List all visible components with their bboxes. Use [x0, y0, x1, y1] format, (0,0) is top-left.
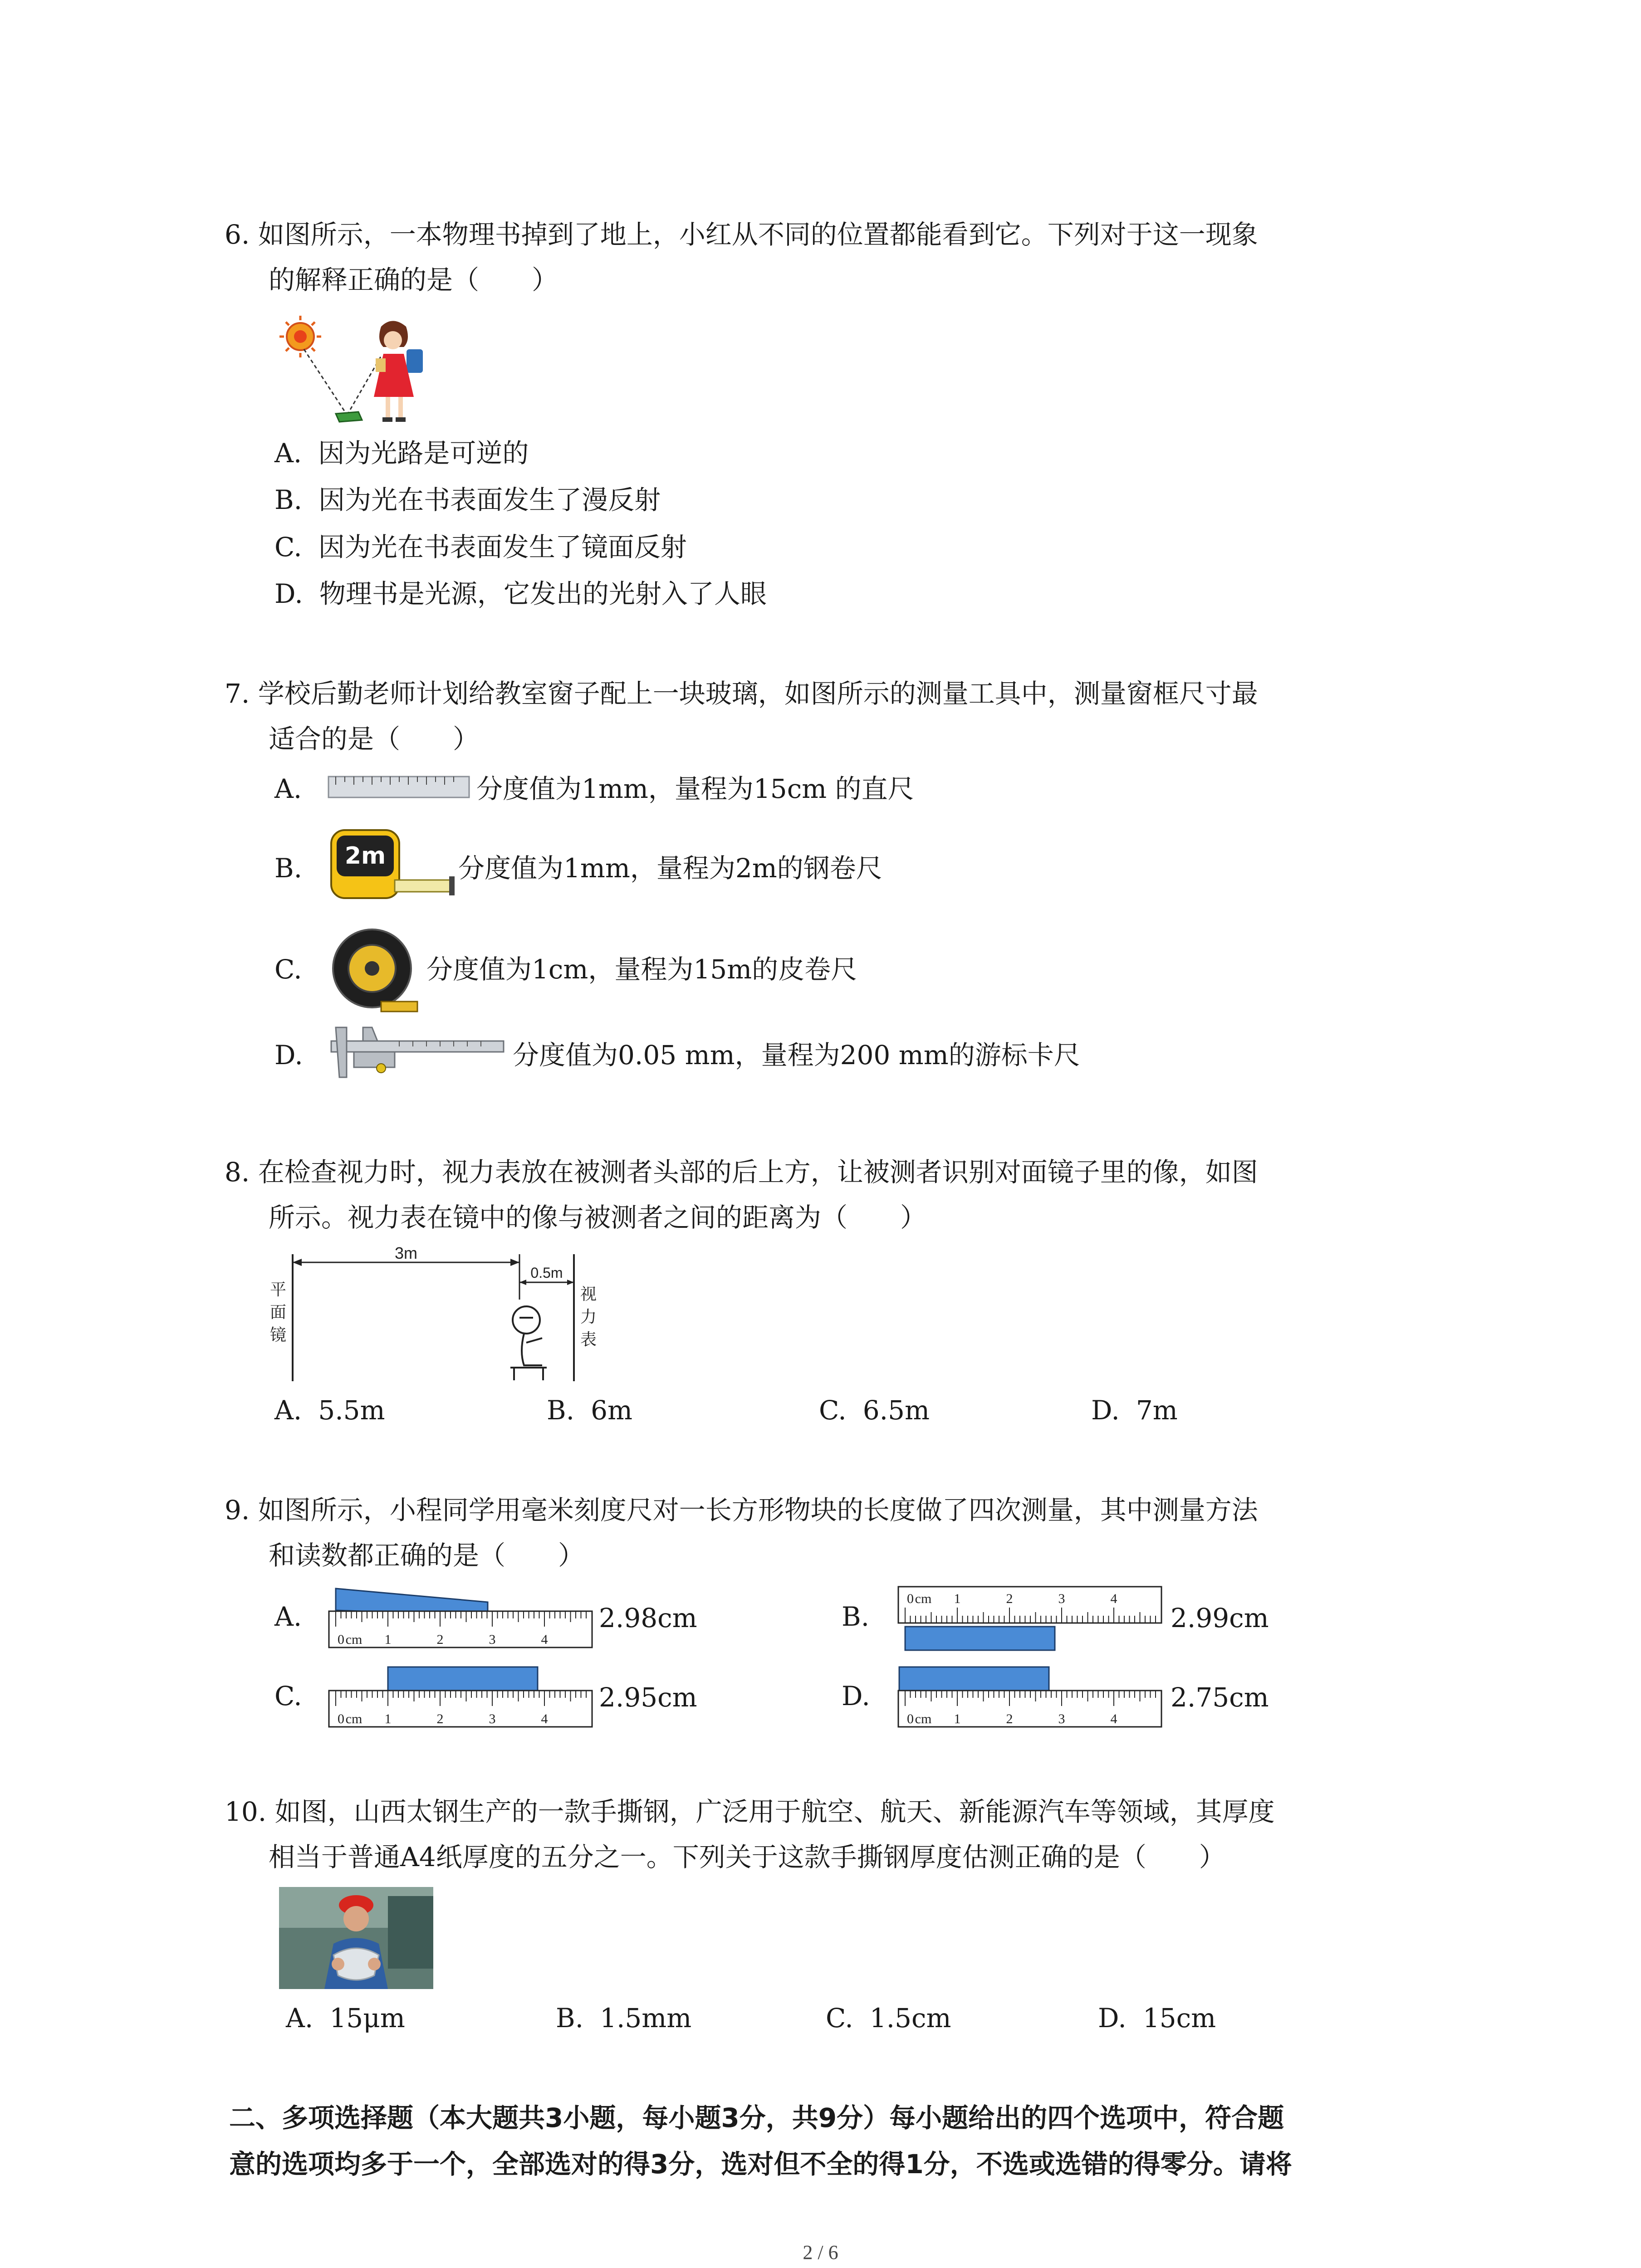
dist-small-label: 0.5m — [530, 1265, 563, 1281]
q9-ruler-b — [894, 1583, 1171, 1660]
ruler-tick-label: cm — [345, 1711, 362, 1726]
svg-text:力: 力 — [580, 1308, 597, 1326]
dist-total-label: 3m — [394, 1245, 418, 1262]
q8-option-d[interactable]: D. 7m — [1091, 1395, 1178, 1426]
q7-stem-line1: 7. 学校后勤老师计划给教室窗子配上一块玻璃，如图所示的测量工具中，测量窗框尺寸最 — [225, 678, 1258, 709]
q9-ruler-c — [324, 1662, 601, 1740]
ruler-tick-label: 4 — [1110, 1711, 1117, 1726]
q6-stem-line1: 6. 如图所示，一本物理书掉到了地上，小红从不同的位置都能看到它。下列对于这一现象 — [225, 219, 1258, 250]
q6-stem-line2: 的解释正确的是（ ） — [269, 264, 558, 295]
q7-option-b-text[interactable]: 分度值为1mm，量程为2m的钢卷尺 — [458, 853, 882, 884]
q8-option-a[interactable]: A. 5.5m — [274, 1395, 385, 1426]
q8-stem-line1: 8. 在检查视力时，视力表放在被测者头部的后上方，让被测者识别对面镜子里的像，如图 — [225, 1157, 1258, 1188]
q6-figure — [272, 313, 445, 431]
ruler-tick-label: 0 — [338, 1632, 344, 1647]
q9-option-c-text[interactable]: 2.95cm — [599, 1682, 697, 1713]
ruler-tick-label: 4 — [541, 1632, 548, 1647]
q9-option-d-label[interactable]: D. — [842, 1681, 870, 1711]
q8-stem-line2: 所示。视力表在镜中的像与被测者之间的距离为（ ） — [269, 1202, 927, 1233]
seated-person-icon — [510, 1306, 547, 1380]
q7-option-c-text[interactable]: 分度值为1cm，量程为15m的皮卷尺 — [426, 954, 857, 985]
ruler-tick-label: 1 — [384, 1711, 392, 1726]
q9-ruler-a — [324, 1583, 601, 1660]
q8-figure — [265, 1245, 610, 1395]
q9-stem-line1: 9. 如图所示，小程同学用毫米刻度尺对一长方形物块的长度做了四次测量，其中测量方法 — [225, 1495, 1258, 1525]
block-d — [899, 1667, 1049, 1691]
q10-stem-line2: 相当于普通A4纸厚度的五分之一。下列关于这款手撕钢厚度估测正确的是（ ） — [269, 1842, 1225, 1872]
q9-option-c-label[interactable]: C. — [274, 1681, 302, 1711]
q7-stem-line2: 适合的是（ ） — [269, 723, 480, 754]
ruler-tick-label: 3 — [489, 1632, 496, 1647]
straight-ruler-icon — [327, 770, 472, 807]
q8-option-b[interactable]: B. 6m — [547, 1395, 632, 1426]
svg-text:平: 平 — [269, 1281, 287, 1299]
ruler-tick-label: 3 — [1058, 1711, 1065, 1726]
ruler-tick-label: 4 — [541, 1711, 548, 1726]
block-c — [388, 1667, 538, 1691]
girl-icon — [374, 321, 423, 422]
ruler-tick-label: 4 — [1110, 1591, 1117, 1606]
ruler-tick-label: 0 — [907, 1591, 914, 1606]
q9-option-b-text[interactable]: 2.99cm — [1171, 1603, 1269, 1633]
ruler-tick-label: 1 — [384, 1632, 392, 1647]
vernier-caliper-icon — [327, 1023, 508, 1082]
q9-option-d-text[interactable]: 2.75cm — [1171, 1682, 1269, 1713]
q10-option-d[interactable]: D. 15cm — [1098, 2003, 1216, 2033]
ruler-tick-label: 2 — [436, 1711, 444, 1726]
svg-text:镜: 镜 — [269, 1326, 287, 1344]
q10-photo — [279, 1887, 433, 1989]
q9-ruler-d — [894, 1662, 1171, 1740]
q7-option-a-label[interactable]: A. — [274, 773, 302, 804]
page-number: 2 / 6 — [803, 2241, 838, 2263]
q6-option-a[interactable]: A. 因为光路是可逆的 — [274, 438, 529, 469]
q8-option-c[interactable]: C. 6.5m — [819, 1395, 930, 1426]
ruler-tick-label: 0 — [338, 1711, 344, 1726]
svg-text:2m: 2m — [344, 842, 386, 870]
sun-icon — [279, 316, 321, 357]
svg-text:面: 面 — [269, 1303, 287, 1322]
book-icon — [336, 412, 362, 422]
ruler-tick-label: 0 — [907, 1711, 914, 1726]
ruler-tick-label: 2 — [1006, 1711, 1013, 1726]
q7-option-d-text[interactable]: 分度值为0.05 mm，量程为200 mm的游标卡尺 — [513, 1040, 1080, 1070]
q9-option-a-text[interactable]: 2.98cm — [599, 1603, 697, 1633]
q7-option-b-label[interactable]: B. — [274, 853, 303, 884]
ruler-tick-label: 1 — [954, 1591, 961, 1606]
ruler-tick-label: cm — [915, 1711, 932, 1726]
q7-option-d-label[interactable]: D. — [274, 1040, 303, 1070]
q6-option-d[interactable]: D. 物理书是光源，它发出的光射入了人眼 — [274, 578, 767, 609]
block-b — [905, 1627, 1055, 1650]
section2-heading-line2: 意的选项均多于一个，全部选对的得3分，选对但不全的得1分，不选或选错的得零分。请将 — [229, 2149, 1292, 2180]
q10-option-c[interactable]: C. 1.5cm — [826, 2003, 951, 2033]
q7-option-a-text[interactable]: 分度值为1mm，量程为15cm 的直尺 — [476, 773, 914, 804]
svg-text:表: 表 — [580, 1330, 597, 1349]
q7-option-c-label[interactable]: C. — [274, 954, 302, 985]
q6-option-c[interactable]: C. 因为光在书表面发生了镜面反射 — [274, 532, 687, 562]
q9-option-a-label[interactable]: A. — [274, 1601, 302, 1632]
q9-option-b-label[interactable]: B. — [842, 1601, 870, 1632]
ruler-tick-label: 2 — [436, 1632, 444, 1647]
ruler-tick-label: 3 — [1058, 1591, 1065, 1606]
q6-option-b[interactable]: B. 因为光在书表面发生了漫反射 — [274, 484, 661, 515]
q9-stem-line2: 和读数都正确的是（ ） — [269, 1540, 585, 1571]
ruler-tick-label: 3 — [489, 1711, 496, 1726]
section2-heading-line1: 二、多项选择题（本大题共3小题，每小题3分，共9分）每小题给出的四个选项中，符合题 — [229, 2102, 1284, 2133]
ruler-tick-label: cm — [345, 1632, 362, 1647]
steel-tape-icon — [327, 826, 458, 916]
ruler-tick-label: 1 — [954, 1711, 961, 1726]
ruler-tick-label: 2 — [1006, 1591, 1013, 1606]
leather-tape-icon — [327, 925, 422, 1021]
ruler-tick-label: cm — [915, 1591, 932, 1606]
q10-stem-line1: 10. 如图，山西太钢生产的一款手撕钢，广泛用于航空、航天、新能源汽车等领域，其厚度 — [225, 1796, 1275, 1827]
svg-text:视: 视 — [580, 1285, 597, 1304]
q10-option-b[interactable]: B. 1.5mm — [556, 2003, 692, 2033]
q10-option-a[interactable]: A. 15μm — [286, 2003, 405, 2033]
